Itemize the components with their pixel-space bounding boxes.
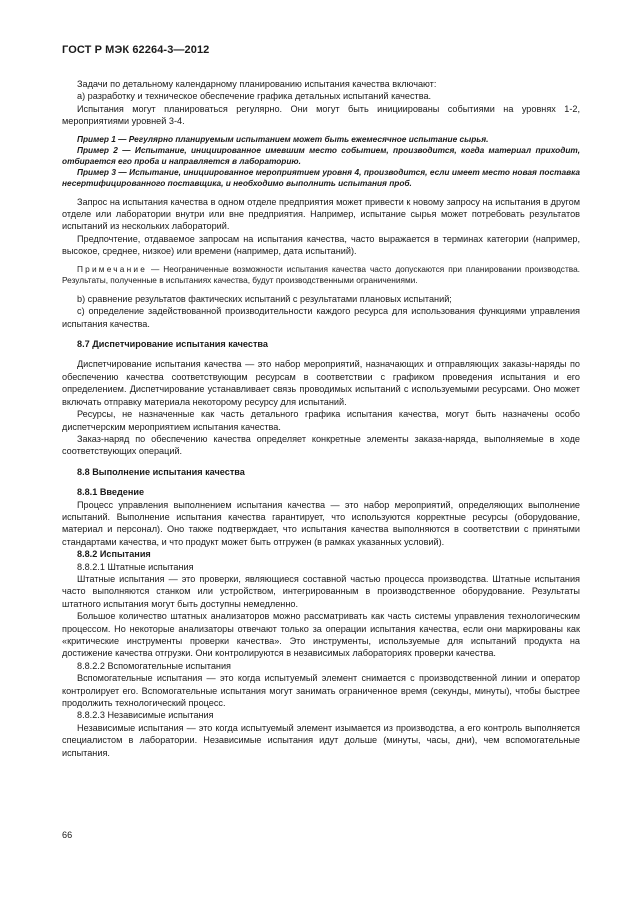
paragraph: Заказ-наряд по обеспечению качества определяет конкретные элементы заказа-наряда, выполняемые в ходе соответствующих операций. (62, 433, 580, 457)
paragraph: Испытания могут планироваться регулярно. Они могут быть инициированы событиями на уровнях 1-2, мероприятиями уровней 3-4. (62, 103, 580, 127)
document-body (62, 78, 580, 759)
example-1: Пример 1 — Регулярно планируемым испытанием может быть ежемесячное испытание сырья. (77, 133, 489, 144)
document-header: ГОСТ Р МЭК 62264-3—2012 (62, 44, 210, 56)
note (62, 264, 580, 287)
example-2: Пример 2 — Испытание, инициированное имевшим место событием, производится, когда материал приходит, отбирается его проба и направляется в лабораторию. (62, 144, 580, 167)
paragraph: Задачи по детальному календарному планированию испытания качества включают: (77, 79, 437, 89)
section-heading-8-7: 8.7 Диспетчирование испытания качества (77, 339, 268, 350)
note-text: — Неограниченные возможности испытания качества часто допускаются при планировании производства. Результаты, полученные в испытаниях качества, будут производственными ограничениями. (62, 263, 580, 286)
paragraph: Ресурсы, не назначенные как часть детального графика испытания качества, могут быть назначены особо диспетчерским мероприятием испытания качества. (62, 409, 580, 432)
list-item-b: b) сравнение результатов фактических испытаний с результатами плановых испытаний; (77, 293, 452, 304)
subsubsection-heading-8-8-2-3: 8.8.2.3 Независимые испытания (77, 710, 214, 721)
paragraph: Запрос на испытания качества в одном отделе предприятия может привести к новому запросу на испытания в другом отделе или лаборатории внутри или вне предприятия. Например, испытание сырья может потребовать результатов испытаний из нескольких лабораторий. (62, 196, 580, 232)
page-number: 66 (62, 830, 73, 840)
section-heading-8-8: 8.8 Выполнение испытания качества (77, 466, 245, 477)
list-item-a: а) разработку и техническое обеспечение графика детальных испытаний качества. (77, 91, 432, 102)
paragraph: Большое количество штатных анализаторов можно рассматривать как часть системы управления технологическим процессом. Но некоторые анализаторы отвечают только за операции испытания качества, если они маркированы как «критические инструменты проверки качества». Это инструменты, используемые для испытаний продукта на достижение качества отгрузки. Они контролируются в независимых лабораториях проверки качества. (62, 611, 580, 659)
paragraph: Диспетчирование испытания качества — это набор мероприятий, назначающих и отправляющих заказы-наряды по обеспечению качества соответствующим ресурсам в соответствии с графиком проведения испытания и его определением. Диспетчирование устанавливает связь проводимых испытаний с используемыми ресурсами. Оно может включать отправку материала некоторому ресурсу для испытаний. (62, 359, 580, 407)
paragraph: Предпочтение, отдаваемое запросам на испытания качества, часто выражается в терминах категории (например, высокое, среднее, низкое) или времени (например, дата испытаний). (62, 233, 580, 257)
paragraph: Процесс управления выполнением испытания качества — это набор мероприятий, определяющих выполнение испытаний. Выполнение испытания качества гарантирует, что используются корректные ресурсы (оборудование, материал и персонал). Оно также подтверждает, что испытания качества выполняются в соответствии с принятыми стандартами качества, и что продукт может быть отгружен (в рамках указанных условий). (62, 499, 580, 547)
list-item-c: с) определение задействованной производительности каждого ресурса для использования функциями управления испытания качества. (62, 306, 580, 329)
subsection-heading-8-8-1: 8.8.1 Введение (77, 487, 145, 498)
subsubsection-heading-8-8-2-2: 8.8.2.2 Вспомогательные испытания (77, 660, 231, 671)
subsubsection-heading-8-8-2-1: 8.8.2.1 Штатные испытания (77, 561, 194, 572)
paragraph: Вспомогательные испытания — это когда испытуемый элемент снимается с производственной линии и оператор контролирует его. Вспомогательные испытания могут занимать ограниченное время (секунды, минуты), чтобы быстрее продолжить технологический процесс. (62, 673, 580, 709)
paragraph: Штатные испытания — это проверки, являющиеся составной частью процесса производства. Штатные испытания часто выполняются станком или устройством, интегрированным в производственное оборудование. Результаты штатного испытания могут быть доступны немедленно. (62, 573, 580, 609)
subsection-heading-8-8-2: 8.8.2 Испытания (77, 549, 151, 560)
note-label: Примечание (77, 263, 148, 274)
example-3: Пример 3 — Испытание, инициированное мероприятием уровня 4, производится, если имеет место новая поставка несертифицированного поставщика, и необходимо выполнить испытания проб. (62, 167, 580, 189)
paragraph: Независимые испытания — это когда испытуемый элемент изымается из производства, а его контроль выполняется специалистом в лаборатории. Независимые испытания идут дольше (минуты, часы, дни), чем вспомогательные испытания. (62, 722, 580, 758)
